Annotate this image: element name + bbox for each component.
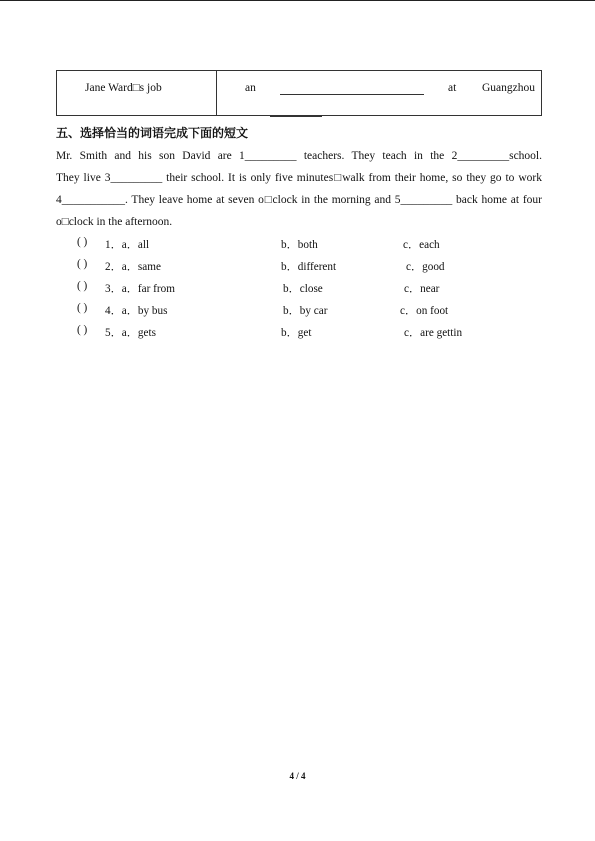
option-a: 3．a．far from (105, 283, 175, 295)
answer-paren[interactable]: ( ) (77, 258, 88, 270)
table-cell-place: Guangzhou (481, 82, 535, 94)
option-c: c．each (403, 239, 440, 251)
table-cell-label: Jane Ward□s job (85, 82, 162, 94)
option-a: 2．a．same (105, 261, 161, 273)
option-c: c．on foot (400, 305, 449, 317)
option-b: b．close (283, 283, 323, 295)
option-b: b．both (281, 239, 318, 251)
answer-paren[interactable]: ( ) (77, 236, 88, 248)
passage-line: They live 3_________ their school. It is only five minutes□walk from their home, so they go to work (56, 172, 542, 184)
option-b: b．different (281, 261, 337, 273)
section-heading: 五、选择恰当的词语完成下面的短文 (56, 126, 249, 140)
passage-line: 4___________. They leave home at seven o□clock in the morning and 5_________ back home at four (56, 194, 542, 206)
option-c: c．good (406, 261, 445, 273)
passage-line: Mr. Smith and his son David are 1_________ teachers. They teach in the 2_________school. (56, 150, 542, 162)
option-a: 5．a．gets (105, 327, 156, 339)
answer-table (56, 70, 542, 116)
answer-paren[interactable]: ( ) (77, 280, 88, 292)
answer-paren[interactable]: ( ) (77, 324, 88, 336)
table-blank-line (280, 94, 424, 95)
table-divider (216, 71, 217, 115)
answer-paren[interactable]: ( ) (77, 302, 88, 314)
option-c: c．are gettin (404, 327, 463, 339)
table-underline (270, 116, 322, 117)
table-cell-at: at (448, 82, 457, 94)
option-b: b．get (281, 327, 312, 339)
page-number: 4 / 4 (289, 771, 306, 781)
page-top-rule (0, 0, 595, 1)
passage (56, 145, 542, 233)
option-a: 4．a．by bus (105, 305, 168, 317)
passage-line: o□clock in the afternoon. (56, 216, 173, 228)
option-c: c．near (404, 283, 440, 295)
table-cell-an: an (245, 82, 256, 94)
option-b: b．by car (283, 305, 328, 317)
option-a: 1．a．all (105, 239, 150, 251)
